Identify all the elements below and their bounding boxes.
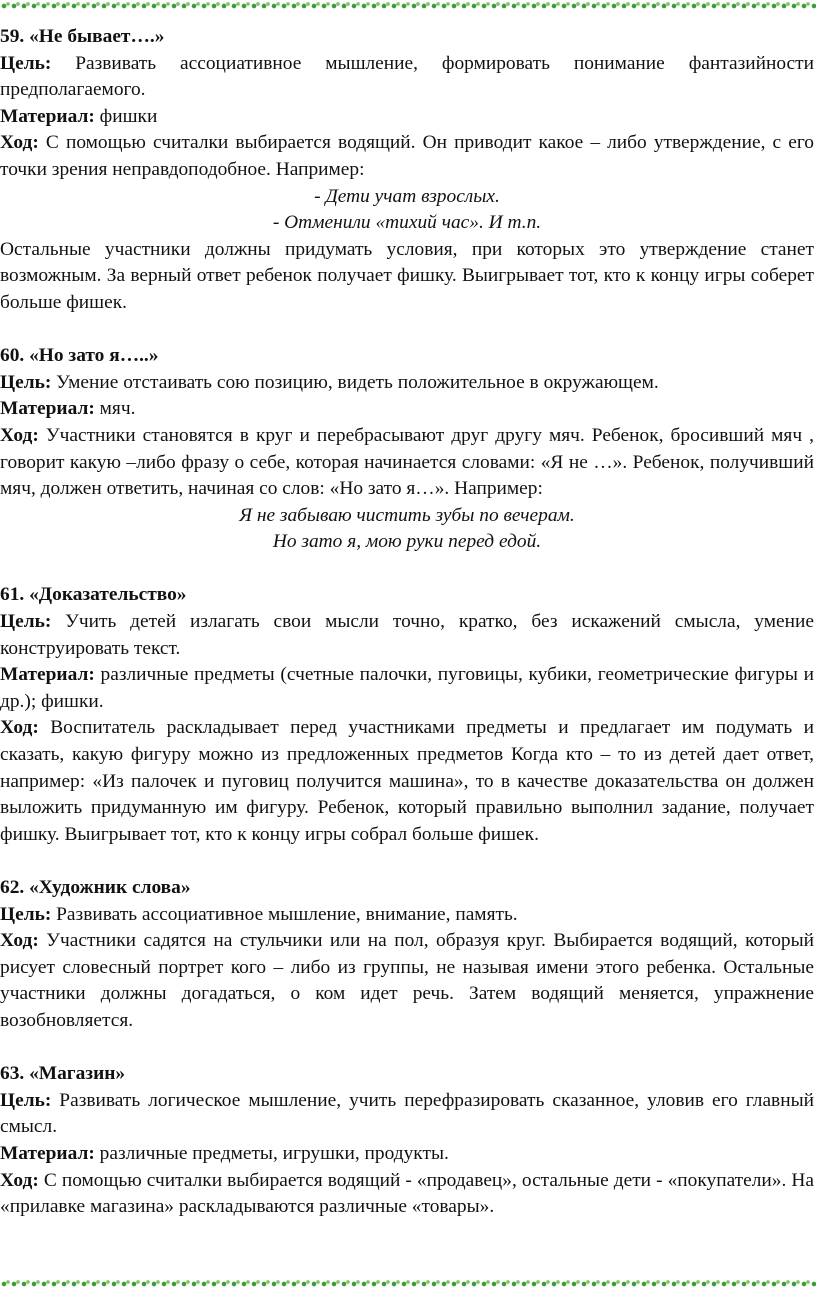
section-title: 59. «Не бывает….»: [0, 26, 165, 47]
game-section-59: [0, 24, 814, 317]
game-section-62: [0, 875, 814, 1035]
goal-label: Цель:: [0, 611, 52, 633]
move-text: Участники садятся на стульчики или на пол, образуя круг. Выбирается водящий, который рисует словесный портрет кого – либо из группы, не называя имени этого ребенка. Остальные участники должны догадаться, о ком идет речь. Затем водящий меняется, упражнение возобновляется.: [0, 930, 814, 1031]
material-paragraph: [0, 662, 814, 715]
move-text: Участники становятся в круг и перебрасывают друг другу мяч. Ребенок, бросивший мяч , говорит какую –либо фразу о себе, которая начинается словами: «Я не …». Ребенок, получивший мяч, должен ответить, начиная со слов: «Но зато я…». Например:: [0, 424, 814, 500]
move-paragraph: [0, 130, 814, 183]
material-label: Материал:: [0, 398, 95, 420]
move-paragraph: [0, 423, 814, 503]
move-paragraph: [0, 715, 814, 848]
decorative-bottom-border: [0, 1278, 816, 1290]
material-text: фишки: [99, 105, 158, 127]
example-line: Я не забываю чистить зубы по вечерам.: [239, 504, 575, 526]
material-paragraph: [0, 396, 814, 423]
document-body: [0, 24, 814, 1221]
move-text: С помощью считалки выбирается водящий. Он приводит какое – либо утверждение, с его точки зрения неправдоподобное. Например:: [0, 132, 814, 180]
game-section-61: [0, 582, 814, 848]
goal-text: Учить детей излагать свои мысли точно, кратко, без искажений смысла, умение конструировать текст.: [0, 611, 814, 659]
move-label: Ход:: [0, 930, 39, 952]
goal-paragraph: [0, 902, 814, 929]
material-text: различные предметы, игрушки, продукты.: [99, 1142, 449, 1164]
goal-paragraph: [0, 1088, 814, 1141]
move-paragraph: [0, 1168, 814, 1221]
material-label: Материал:: [0, 105, 95, 127]
move-label: Ход:: [0, 717, 39, 739]
material-text: различные предметы (счетные палочки, пуговицы, кубики, геометрические фигуры и др.); фишки.: [0, 664, 815, 712]
move-label: Ход:: [0, 424, 39, 446]
example-line: Но зато я, мою руки перед едой.: [272, 531, 542, 553]
example-line: - Дети учат взрослых.: [314, 185, 500, 207]
move-label: Ход:: [0, 1169, 39, 1191]
game-section-60: [0, 343, 814, 556]
section-title: 63. «Магазин»: [0, 1063, 126, 1085]
goal-label: Цель:: [0, 1089, 52, 1111]
material-label: Материал:: [0, 664, 95, 686]
goal-paragraph: [0, 370, 814, 397]
example-line: - Отменили «тихий час». И т.п.: [272, 212, 542, 234]
goal-text: Развивать ассоциативное мышление, формировать понимание фантазийности предполагаемого.: [0, 52, 814, 101]
section-title: 62. «Художник слова»: [0, 877, 191, 898]
move-text: Воспитатель раскладывает перед участниками предметы и предлагает им подумать и сказать, какую фигуру можно из предложенных предметов Когда кто – то из детей дает ответ, например: «Из палочек и пуговиц получится машина», то в качестве доказательства он должен выложить придуманную им фигуру. Ребенок, который правильно выполнил задание, получает фишку. Выигрывает тот, кто к концу игры собрал больше фишек.: [0, 717, 814, 845]
game-section-63: [0, 1061, 814, 1221]
section-title: 61. «Доказательство»: [0, 584, 187, 606]
goal-label: Цель:: [0, 903, 52, 925]
material-paragraph: [0, 1141, 814, 1168]
goal-paragraph: [0, 609, 814, 662]
material-label: Материал:: [0, 1142, 95, 1164]
goal-text: Умение отстаивать сою позицию, видеть положительное в окружающем.: [56, 371, 659, 393]
move-label: Ход:: [0, 132, 39, 154]
move-text: С помощью считалки выбирается водящий - «продавец», остальные дети - «покупатели». На «прилавке магазина» раскладываются различные «товары».: [0, 1169, 814, 1218]
goal-label: Цель:: [0, 52, 52, 74]
decorative-top-border: [0, 0, 816, 12]
move-paragraph: [0, 928, 814, 1034]
goal-paragraph: [0, 51, 814, 104]
goal-label: Цель:: [0, 371, 52, 393]
goal-text: Развивать логическое мышление, учить перефразировать сказанное, уловив его главный смысл.: [0, 1089, 814, 1138]
section-title: 60. «Но зато я…..»: [0, 345, 159, 367]
goal-text: Развивать ассоциативное мышление, внимание, память.: [56, 903, 518, 925]
material-text: мяч.: [99, 398, 136, 420]
material-paragraph: [0, 104, 814, 131]
closing-paragraph: Остальные участники должны придумать условия, при которых это утверждение станет возможным. За верный ответ ребенок получает фишку. Выигрывает тот, кто к концу игры соберет больше фишек.: [0, 238, 814, 313]
